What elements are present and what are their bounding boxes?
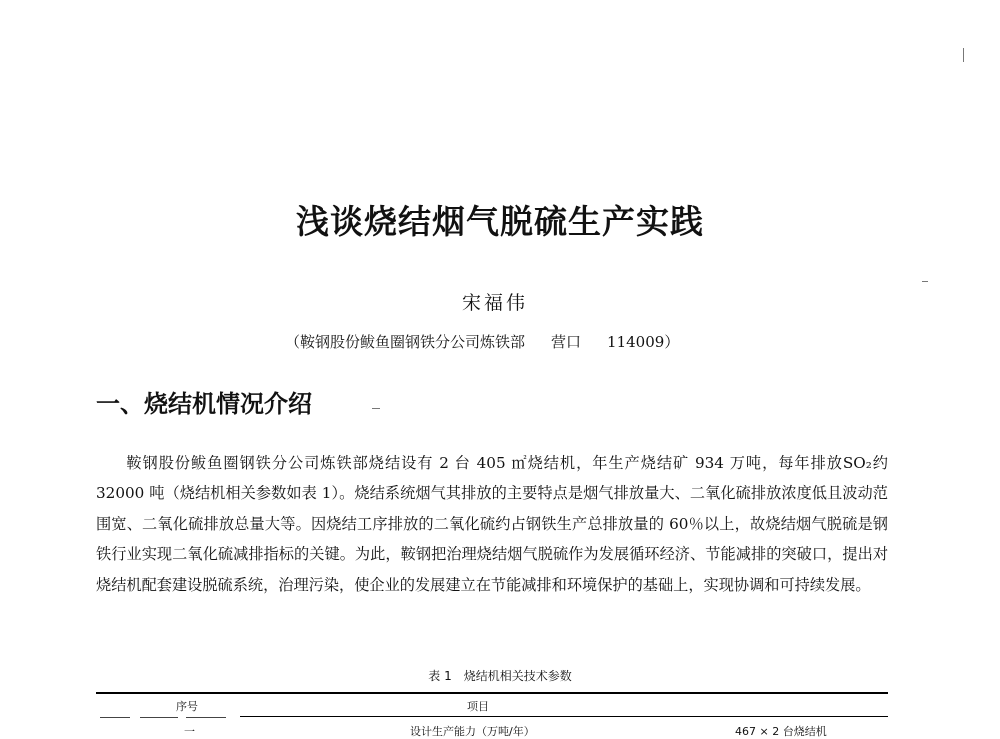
table-header-rule-broken bbox=[100, 717, 130, 718]
table-row-1-value: 467 × 2 台烧结机 bbox=[735, 725, 827, 738]
affiliation-close-paren: ） bbox=[664, 333, 680, 351]
affiliation-city: 营口 bbox=[551, 333, 582, 351]
table-row-1-index: 一 bbox=[184, 725, 195, 738]
table-1-caption-label: 表 1 bbox=[428, 669, 452, 683]
table-top-rule bbox=[96, 692, 888, 694]
affiliation-postcode: 114009 bbox=[607, 333, 665, 351]
table-1-caption bbox=[0, 667, 1000, 684]
table-1-caption-title: 烧结机相关技术参数 bbox=[463, 669, 572, 683]
section-1-paragraph: 鞍钢股份鲅鱼圈钢铁分公司炼铁部烧结设有 2 台 405 ㎡烧结机，年生产烧结矿 934 万吨，每年排放SO₂约 32000 吨（烧结机相关参数如表 1）。烧结系统烟气其排放的主要特点是烟气排放量大、二氧化硫排放浓度低且波动范围宽、二氧化硫排放总量大等。因烧结工序排放的二氧化硫约占钢铁生产总排放量的 60％以上，故烧结烟气脱硫是钢铁行业实现二氧化硫减排指标的关键。为此，鞍钢把治理烧结烟气脱硫作为发展循环经济、节能减排的突破口，提出对烧结机配套建设脱硫系统，治理污染，使企业的发展建立在节能减排和环境保护的基础上，实现协调和可持续发展。 bbox=[96, 454, 888, 594]
table-header-rule bbox=[240, 716, 888, 717]
author-name: 宋福伟 bbox=[461, 292, 528, 314]
scan-speck bbox=[372, 408, 380, 409]
affiliation-org: 鞍钢股份鲅鱼圈钢铁分公司炼铁部 bbox=[300, 333, 526, 351]
affiliation-open-paren: （ bbox=[285, 333, 301, 351]
table-row-1-item: 设计生产能力（万吨/年） bbox=[410, 725, 535, 738]
section-heading-1: 一、烧结机情况介绍 bbox=[96, 390, 312, 418]
scan-speck bbox=[922, 281, 928, 282]
paper-title: 浅谈烧结烟气脱硫生产实践 bbox=[296, 202, 704, 241]
table-header-index: 序号 bbox=[176, 700, 198, 713]
table-header-rule-broken bbox=[186, 717, 226, 718]
table-header-item: 项目 bbox=[467, 700, 489, 713]
affiliation bbox=[285, 331, 679, 352]
table-header-rule-broken bbox=[140, 717, 178, 718]
scan-speck bbox=[963, 48, 964, 62]
